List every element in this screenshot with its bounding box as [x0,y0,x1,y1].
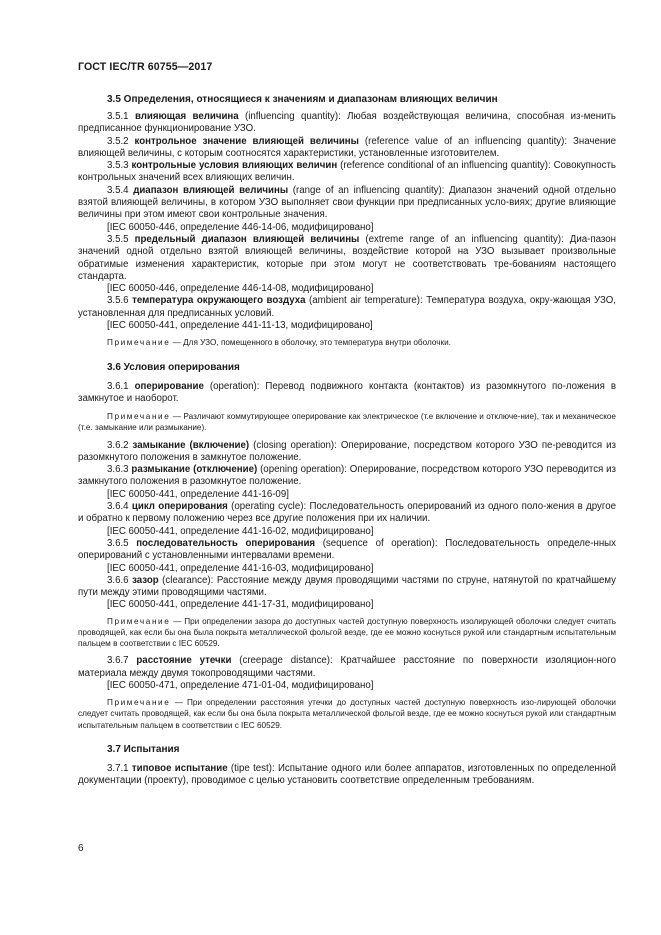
section-heading: 3.6 Условия оперирования [107,361,240,373]
reference: [IEC 60050-441, определение 441-16-02, модифицировано] [107,525,374,537]
note-label: Примечание [107,412,171,422]
term: зазор [132,574,159,586]
term: типовое испытание [131,762,228,774]
section-heading: 3.7 Испытания [107,743,180,755]
note-label: Примечание [107,338,171,348]
note: Примечание — Для УЗО, помещенного в оболочку, это температура внутри оболочки. [107,338,451,348]
document-header: ГОСТ IEC/TR 60755—2017 [78,61,213,73]
definition-3-6-1: 3.6.1 оперирование (operation): Перевод подвижного контакта (контактов) из разомкнутого по-ложения в замкнутое и наоборот. [78,380,616,404]
reference: [IEC 60050-441, определение 441-17-31, модифицировано] [107,599,374,611]
term: оперирование [134,380,204,392]
definition-3-5-2: 3.5.2 контрольное значение влияющей величины (reference value of an influencing quantity): Значение влияющей величины, с которым соотносятся характеристики, установленные изготовителем. [78,135,616,159]
note-label: Примечание [107,698,171,708]
reference: [IEC 60050-441, определение 441-16-09] [107,488,289,500]
reference: [IEC 60050-471, определение 471-01-04, модифицировано] [107,679,374,691]
term: температура окружающего воздуха [132,295,306,307]
definition-3-6-5: 3.6.5 последовательность оперирования (sequence of operation): Последовательность определе-нных оперирований с установленными интервалами времени. [78,537,616,562]
definition-3-6-4: 3.6.4 цикл оперирования (operating cycle): Последовательность оперирований из одного поло-жения в другое и обратно к первому положению через все другие положения при их наличии. [78,501,616,525]
definition-3-5-4: 3.5.4 диапазон влияющей величины (range of an influencing quantity): Диапазон значений одной отдельно взятой влияющей величины, в котором УЗО выполняет свои функции при предписанных усло-виях; другие влияющие величины при этом имеют свои контрольные значения. [78,184,616,221]
definition-3-7-1: 3.7.1 типовое испытание (tipe test): Испытание одного или более аппаратов, изготовленных по определенной документации (проекту), проводимое с целью установить соответствие определенным требованиям. [78,762,616,787]
note: Примечание — При определении расстояния утечки до доступных частей доступную поверхность изо-лирующей оболочки следует считать проводящей, как если бы она была покрыта металлической фольгой везде, где ее можно коснуться рукой или стандартным испытательным пальцем в соответствии с IEC 60529. [78,698,616,730]
definition-3-5-6: 3.5.6 температура окружающего воздуха (ambient air temperature): Температура воздуха, окру-жающая УЗО, установленная для предписанных условий. [78,295,616,319]
note: Примечание — При определении зазора до доступных частей доступную поверхность изолирующей оболочки следует считать проводящей, как если бы она была покрыта металлической фольгой везде, где ее можно коснуться рукой или стандартным испытательным пальцем в соответствии с IEC 60529. [78,616,616,649]
term: расстояние утечки [136,655,232,667]
definition-3-6-3: 3.6.3 размыкание (отключение) (opening operation): Оперирование, посредством которого УЗО переводится из замкнутого положения в разомкнутое положение. [78,464,616,488]
definition-3-5-5: 3.5.5 предельный диапазон влияющей величины (extreme range of an influencing quantity): Диа-пазон значений одной отдельно взятой влияющей величины, воздействие которой на УЗО вызывает произвольные обратимые изменения характеристик, которые при этом могут не соответствовать тре-бованиям настоящего стандарта. [78,233,616,282]
section-3-6 [78,361,616,731]
term: контрольные условия влияющих величин [131,160,338,172]
term: цикл оперирования [131,501,228,513]
reference: [IEC 60050-441, определение 441-11-13, модифицировано] [107,320,373,332]
term: размыкание (отключение) [131,464,258,476]
definition-3-6-7: 3.6.7 расстояние утечки (creepage distance): Кратчайшее расстояние по поверхности изоляцион-ного материала между двумя токопроводящими частями. [78,655,616,679]
definition-3-6-6: 3.6.6 зазор (clearance): Расстояние между двумя проводящими частями по струне, натянутой по кратчайшему пути между этими проводящими частями. [78,574,616,599]
section-heading: 3.5 Определения, относящиеся к значениям и диапазонам влияющих величин [107,94,498,105]
section-3-5 [78,93,616,349]
page-number: 6 [78,843,84,854]
reference: [IEC 60050-441, определение 441-16-03, модифицировано] [107,562,374,574]
term: контрольное значение влияющей величины [134,135,359,147]
section-3-7 [78,743,616,788]
definition-3-6-2: 3.6.2 замыкание (включение) (closing operation): Оперирование, посредством которого УЗО пе-реводится из разомкнутого положения в замкнутое положение. [78,439,616,463]
reference: [IEC 60050-446, определение 446-14-06, модифицировано] [107,221,374,233]
note-label: Примечание [107,616,171,626]
term: последовательность оперирования [136,537,316,549]
term: замыкание (включение) [132,439,250,451]
reference: [IEC 60050-446, определение 446-14-08, модифицировано] [107,283,374,295]
term: диапазон влияющей величины [133,184,289,196]
definition-3-5-1: 3.5.1 влияющая величина (influencing quantity): Любая воздействующая величина, способная из-менить предписанное функционирование УЗО. [78,111,616,135]
term: предельный диапазон влияющей величины [134,233,360,245]
note: Примечание — Различают коммутирующее оперирование как электрическое (т.е включение и отключе-ние), так и механическое (т.е. замыкание или размыкание). [78,412,616,433]
definition-3-5-3: 3.5.3 контрольные условия влияющих величин (reference conditional of an influencing quantity): Совокупность контрольных значений всех влияющих величин. [78,160,616,184]
term: влияющая величина [134,111,239,122]
document-body [78,91,616,787]
